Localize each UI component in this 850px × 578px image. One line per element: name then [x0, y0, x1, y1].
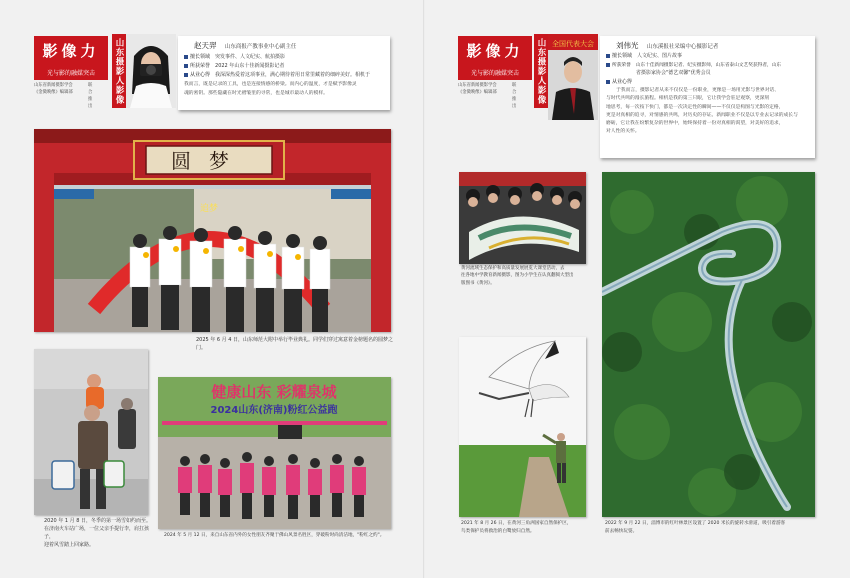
bullet-icon	[184, 55, 188, 59]
portrait-banner: 全国代表大会	[552, 40, 594, 48]
bullet-icon	[606, 54, 610, 58]
snow-caption	[44, 517, 156, 549]
students-caption	[461, 265, 591, 287]
brand-title: 影像力	[466, 42, 524, 60]
run-banner: 健康山东 彩耀泉城	[211, 383, 337, 401]
caption-line: 2022 年 9 月 22 日，淄博市的红叶林景区设置了 2020 米长的旋转水滑道，吸引着游客	[605, 521, 786, 526]
row-value: 2022 年山东十佳新闻摄影记者	[215, 63, 285, 69]
profile-header	[606, 40, 809, 51]
photographer-portrait	[126, 34, 176, 108]
section-tab: 山东摄影人影像	[534, 34, 548, 108]
bullet-icon	[184, 64, 188, 68]
paragraph-line: 魂的密钥。那些隐藏在时光褶皱里的寻常，也是城市最动人的模样。	[184, 91, 328, 96]
brand-badge	[34, 36, 108, 80]
graduation-caption: 2025 年 6 月 4 日，山东师范大附中举行毕业典礼。同学们穿过寓意着金榜题名的圆梦之门。	[196, 337, 394, 351]
brand-subtitle: 光与影的融媒突击	[470, 70, 519, 77]
gate-sign: 圆梦	[171, 149, 247, 173]
profile-row	[606, 52, 809, 61]
brand-note-line: 《金微映像》编辑部	[34, 90, 73, 95]
brand-note-line: 山东省新闻摄影学会	[34, 83, 73, 88]
graduation-photo	[34, 129, 391, 332]
caption-line: 黄河流域生态保护和高质量发展展览大课堂活动，去	[461, 266, 565, 271]
run-subtitle: 2024山东(济南)粉红公益跑	[210, 405, 338, 416]
caption-line: 2020 年 1 月 8 日，冬季的第一场雪如约而至。	[44, 518, 152, 524]
row-value: 我深深热爱着这项事业，满心期待着用日常里藏着的细碎美好。相机于	[215, 72, 371, 78]
photographer-title: 山东商报产教事业中心副主任	[224, 44, 297, 50]
profile-rows	[184, 53, 384, 80]
section-tab: 山东摄影人影像	[112, 34, 126, 108]
photographer-title: 山东溪报社采编中心摄影记者	[646, 44, 719, 50]
brand-title: 影像力	[42, 42, 100, 60]
brand-note	[458, 82, 517, 109]
paragraph-line: 更是对真相的追寻，对情感的共鸣，对历史的存证。新闻职业不仅是以专业去记录的成长与	[606, 112, 798, 118]
profile-row	[606, 69, 809, 78]
profile-row	[184, 71, 384, 80]
row-label: 擅长领域	[612, 53, 633, 59]
brand-note-line: 联合推出	[88, 83, 93, 109]
profile-paragraph	[184, 80, 384, 98]
profile-card	[178, 36, 390, 110]
caption-line: 2021 年 8 月 26 日，在黄河三角洲国家自然保护区，	[461, 521, 572, 526]
photographer-name: 赵天羿	[194, 41, 217, 50]
brand-badge	[458, 36, 532, 80]
bullet-icon	[184, 73, 188, 77]
brand-note	[34, 82, 93, 109]
photographer-portrait	[548, 34, 598, 120]
right-page	[425, 0, 850, 578]
brand-subtitle: 光与影的融媒突击	[46, 70, 95, 77]
profile-paragraph	[606, 87, 809, 137]
caption-line: 版图书《黄河》。	[461, 280, 495, 286]
row-label: 从业心得	[612, 79, 633, 85]
paragraph-line: 与时代共鸣的漫长旅程。相机是我的第三只眼，它让我学会驻足观察，更深刻	[606, 96, 770, 102]
pink-run-photo	[158, 377, 391, 529]
brand-note-line: 《金微映像》编辑部	[458, 90, 497, 95]
arch-stamp: 追梦	[199, 204, 219, 214]
profile-row	[184, 53, 384, 62]
bullet-icon	[606, 80, 610, 84]
caption-line: 在济南火车站广场，一位父亲手提行李，肩扛孩子，	[44, 526, 150, 540]
bird-caption	[461, 520, 591, 536]
students-photo	[459, 172, 586, 264]
paragraph-line: 磨砺，它让我在纷繁复杂的世界中，始终保持着一份对真相的渴望，对美好的追求，	[606, 121, 784, 127]
bullet-icon	[606, 63, 610, 67]
paragraph-line: 于我而言，摄影记者从来不仅仅是一份职业，更像是一场用光影与世界对话、	[616, 88, 780, 93]
pink-run-caption: 2024 年 5 月 12 日，来自山东省内外的女性朋友齐聚于佛山风景名胜区，穿破粉时尚清洁地，"粉红之约"。	[164, 533, 385, 538]
row-value: 突发事件、人文纪实、航拍摄影	[215, 54, 286, 60]
caption-line: 前去畅快玩耍。	[605, 529, 638, 534]
profile-header	[184, 40, 384, 51]
profile-rows	[606, 52, 809, 87]
row-label: 所获荣誉	[612, 63, 631, 68]
row-label: 擅长领域	[190, 54, 211, 60]
row-label: 从业心得	[190, 72, 211, 78]
profile-row	[606, 78, 809, 87]
paragraph-line: 我而言，既是记录的工具，也是连接情感的桥梁。而内心的温度，才是赋予影像灵	[184, 82, 357, 87]
paragraph-line: 地思考，每一次按下快门，都是一次决定性的瞬间——不仅仅是构图与光影的定格，	[606, 104, 784, 110]
bird-release-photo	[459, 337, 586, 517]
row-value: 省摄影家协会"德艺双馨"优秀会员	[636, 70, 711, 76]
brand-note-line: 山东省新闻摄影学会	[458, 83, 497, 88]
caption-line: 鸟类保护员将救治的白鹭放归自然。	[461, 529, 535, 534]
water-slide-photo	[602, 172, 815, 517]
profile-row	[184, 62, 384, 71]
row-value: 山东十佳新闻摄影记者、纪实摄影师，山东省泰山文艺奖获得者，山东	[635, 63, 782, 68]
snow-photo	[34, 349, 148, 515]
paragraph-line: 对人性的关怀。	[606, 129, 640, 135]
water-slide-caption	[605, 520, 820, 536]
profile-card	[600, 36, 815, 158]
brand-note-line: 联合推出	[512, 83, 517, 109]
row-value: 人文纪实、图片故事	[637, 53, 683, 59]
caption-line: 往各地中学教育新闻摄影，图为小学生在认真翻阅大型出	[461, 273, 574, 279]
caption-line: 迎着风雪踏上回家路。	[44, 542, 95, 548]
photographer-name: 刘伟光	[616, 41, 639, 50]
row-label: 所获荣誉	[190, 63, 211, 69]
